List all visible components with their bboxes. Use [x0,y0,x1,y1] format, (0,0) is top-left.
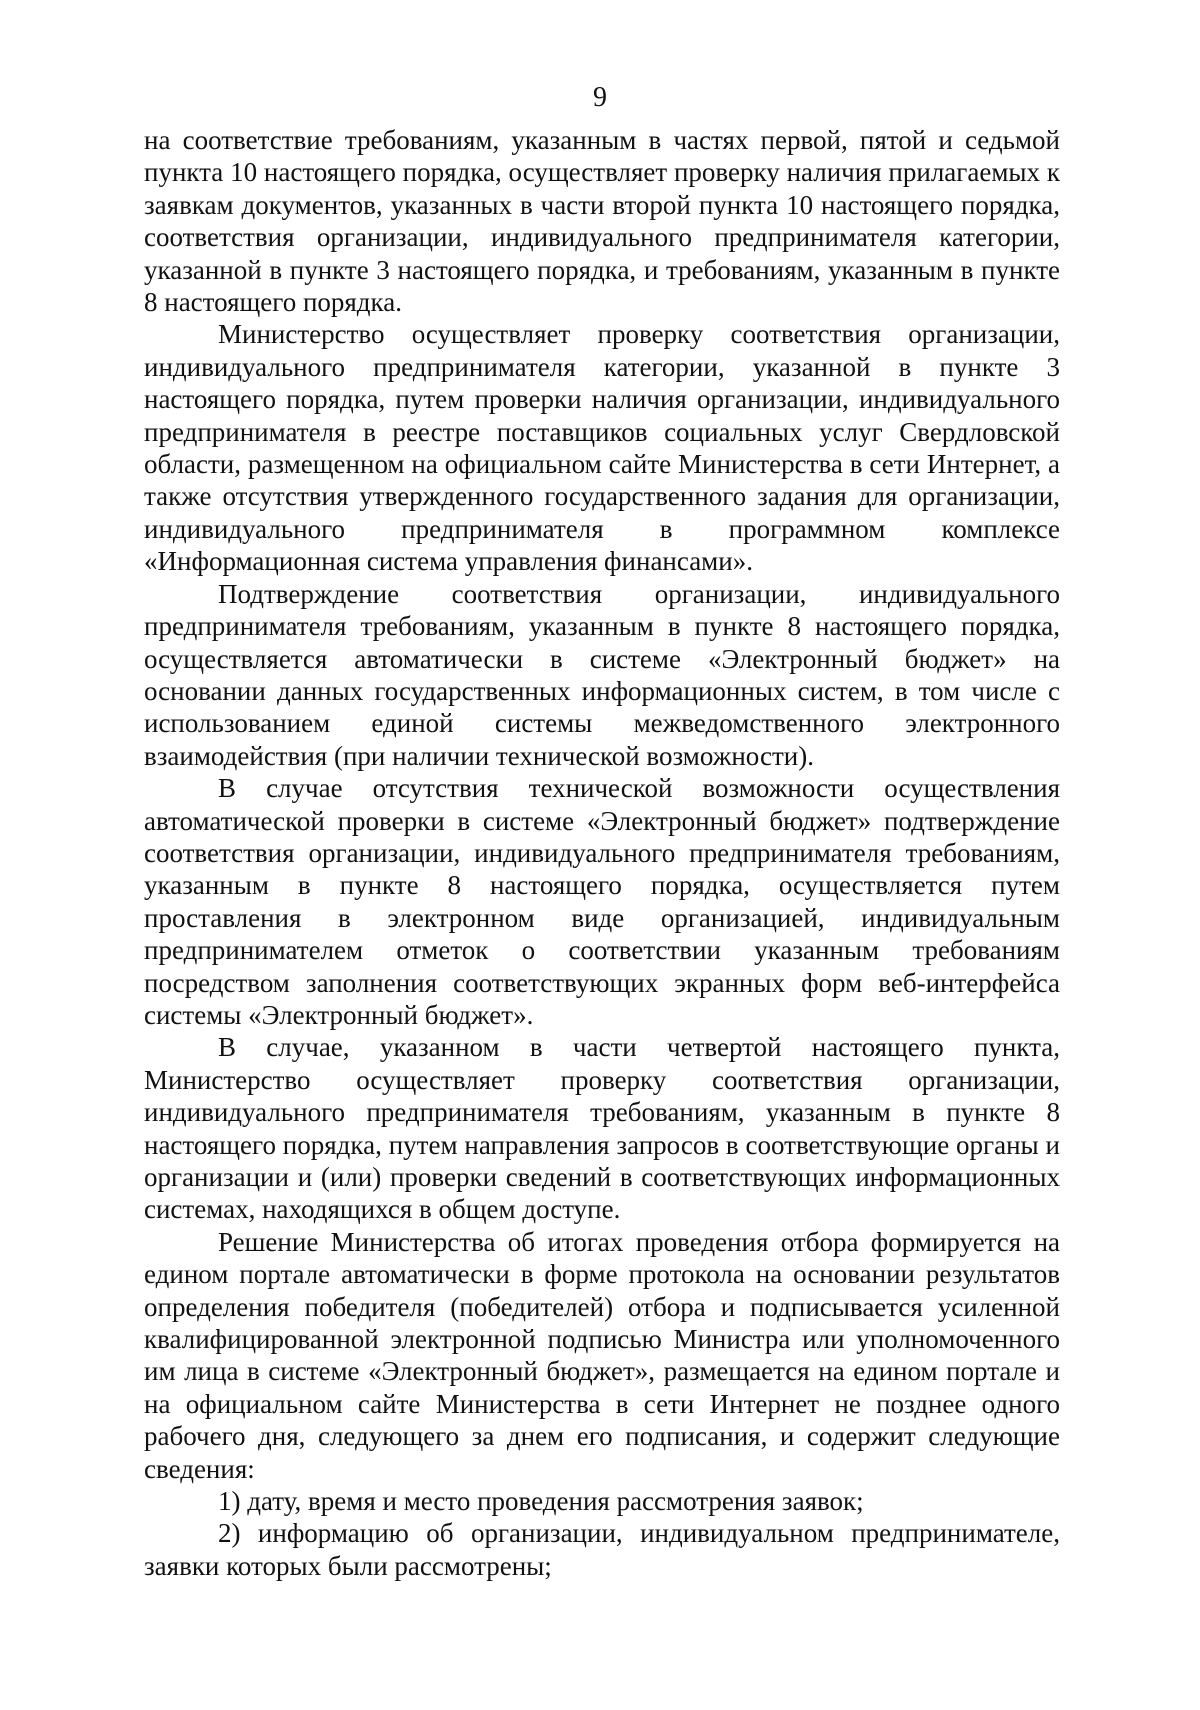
paragraph-selection-decision: Решение Министерства об итогах проведения отбора формируется на едином портале автоматически в форме протокола на основании результатов определения победителя (победителей) отбора и подписывается усиленной квалифицированной электронной подписью Министра или уполномоченного им лица в системе «Электронный бюджет», размещается на едином портале и на официальном сайте Министерства в сети Интернет не позднее одного рабочего дня, следующего за днем его подписания, и содержит следующие сведения: [144,1226,1060,1484]
list-item-1: 1) дату, время и место проведения рассмотрения заявок; [218,1486,864,1517]
paragraph-manual-confirmation: В случае отсутствия технической возможности осуществления автоматической проверки в системе «Электронный бюджет» подтверждение соответствия организации, индивидуального предпринимателя требованиям, указанным в пункте 8 настоящего порядка, осуществляется путем проставления в электронном виде организацией, индивидуальным предпринимателем отметок о соответствии указанным требованиям посредством заполнения соответствующих экранных форм веб-интерфейса системы «Электронный бюджет». [144,773,1060,1030]
list-item-2: 2) информацию об организации, индивидуальном предпринимателе, заявки которых были рассмотрены; [144,1518,1060,1581]
paragraph-continuation: на соответствие требованиям, указанным в частях первой, пятой и седьмой пункта 10 настоящего порядка, осуществляет проверку наличия прилагаемых к заявкам документов, указанных в части второй пункта 10 настоящего порядка, соответствия организации, индивидуального предпринимателя категории, указанной в пункте 3 настоящего порядка, и требованиям, указанным в пункте 8 настоящего порядка. [144,125,1060,318]
paragraph-automatic-confirmation: Подтверждение соответствия организации, индивидуального предпринимателя требованиям, указанным в пункте 8 настоящего порядка, осуществляется автоматически в системе «Электронный бюджет» на основании данных государственных информационных систем, в том числе с использованием единой системы межведомственного электронного взаимодействия (при наличии технической возможности). [144,578,1060,771]
document-body [144,124,1060,1582]
page-number: 9 [593,82,607,113]
paragraph-ministry-check: Министерство осуществляет проверку соответствия организации, индивидуального предпринимателя категории, указанной в пункте 3 настоящего порядка, путем проверки наличия организации, индивидуального предпринимателя в реестре поставщиков социальных услуг Свердловской области, размещенном на официальном сайте Министерства в сети Интернет, а также отсутствия утвержденного государственного задания для организации, индивидуального предпринимателя в программном комплексе «Информационная система управления финансами». [144,319,1060,577]
paragraph-requests-check: В случае, указанном в части четвертой настоящего пункта, Министерство осуществляет проверку соответствия организации, индивидуального предпринимателя требованиям, указанным в пункте 8 настоящего порядка, путем направления запросов в соответствующие органы и организации и (или) проверки сведений в соответствующих информационных системах, находящихся в общем доступе. [144,1032,1060,1225]
